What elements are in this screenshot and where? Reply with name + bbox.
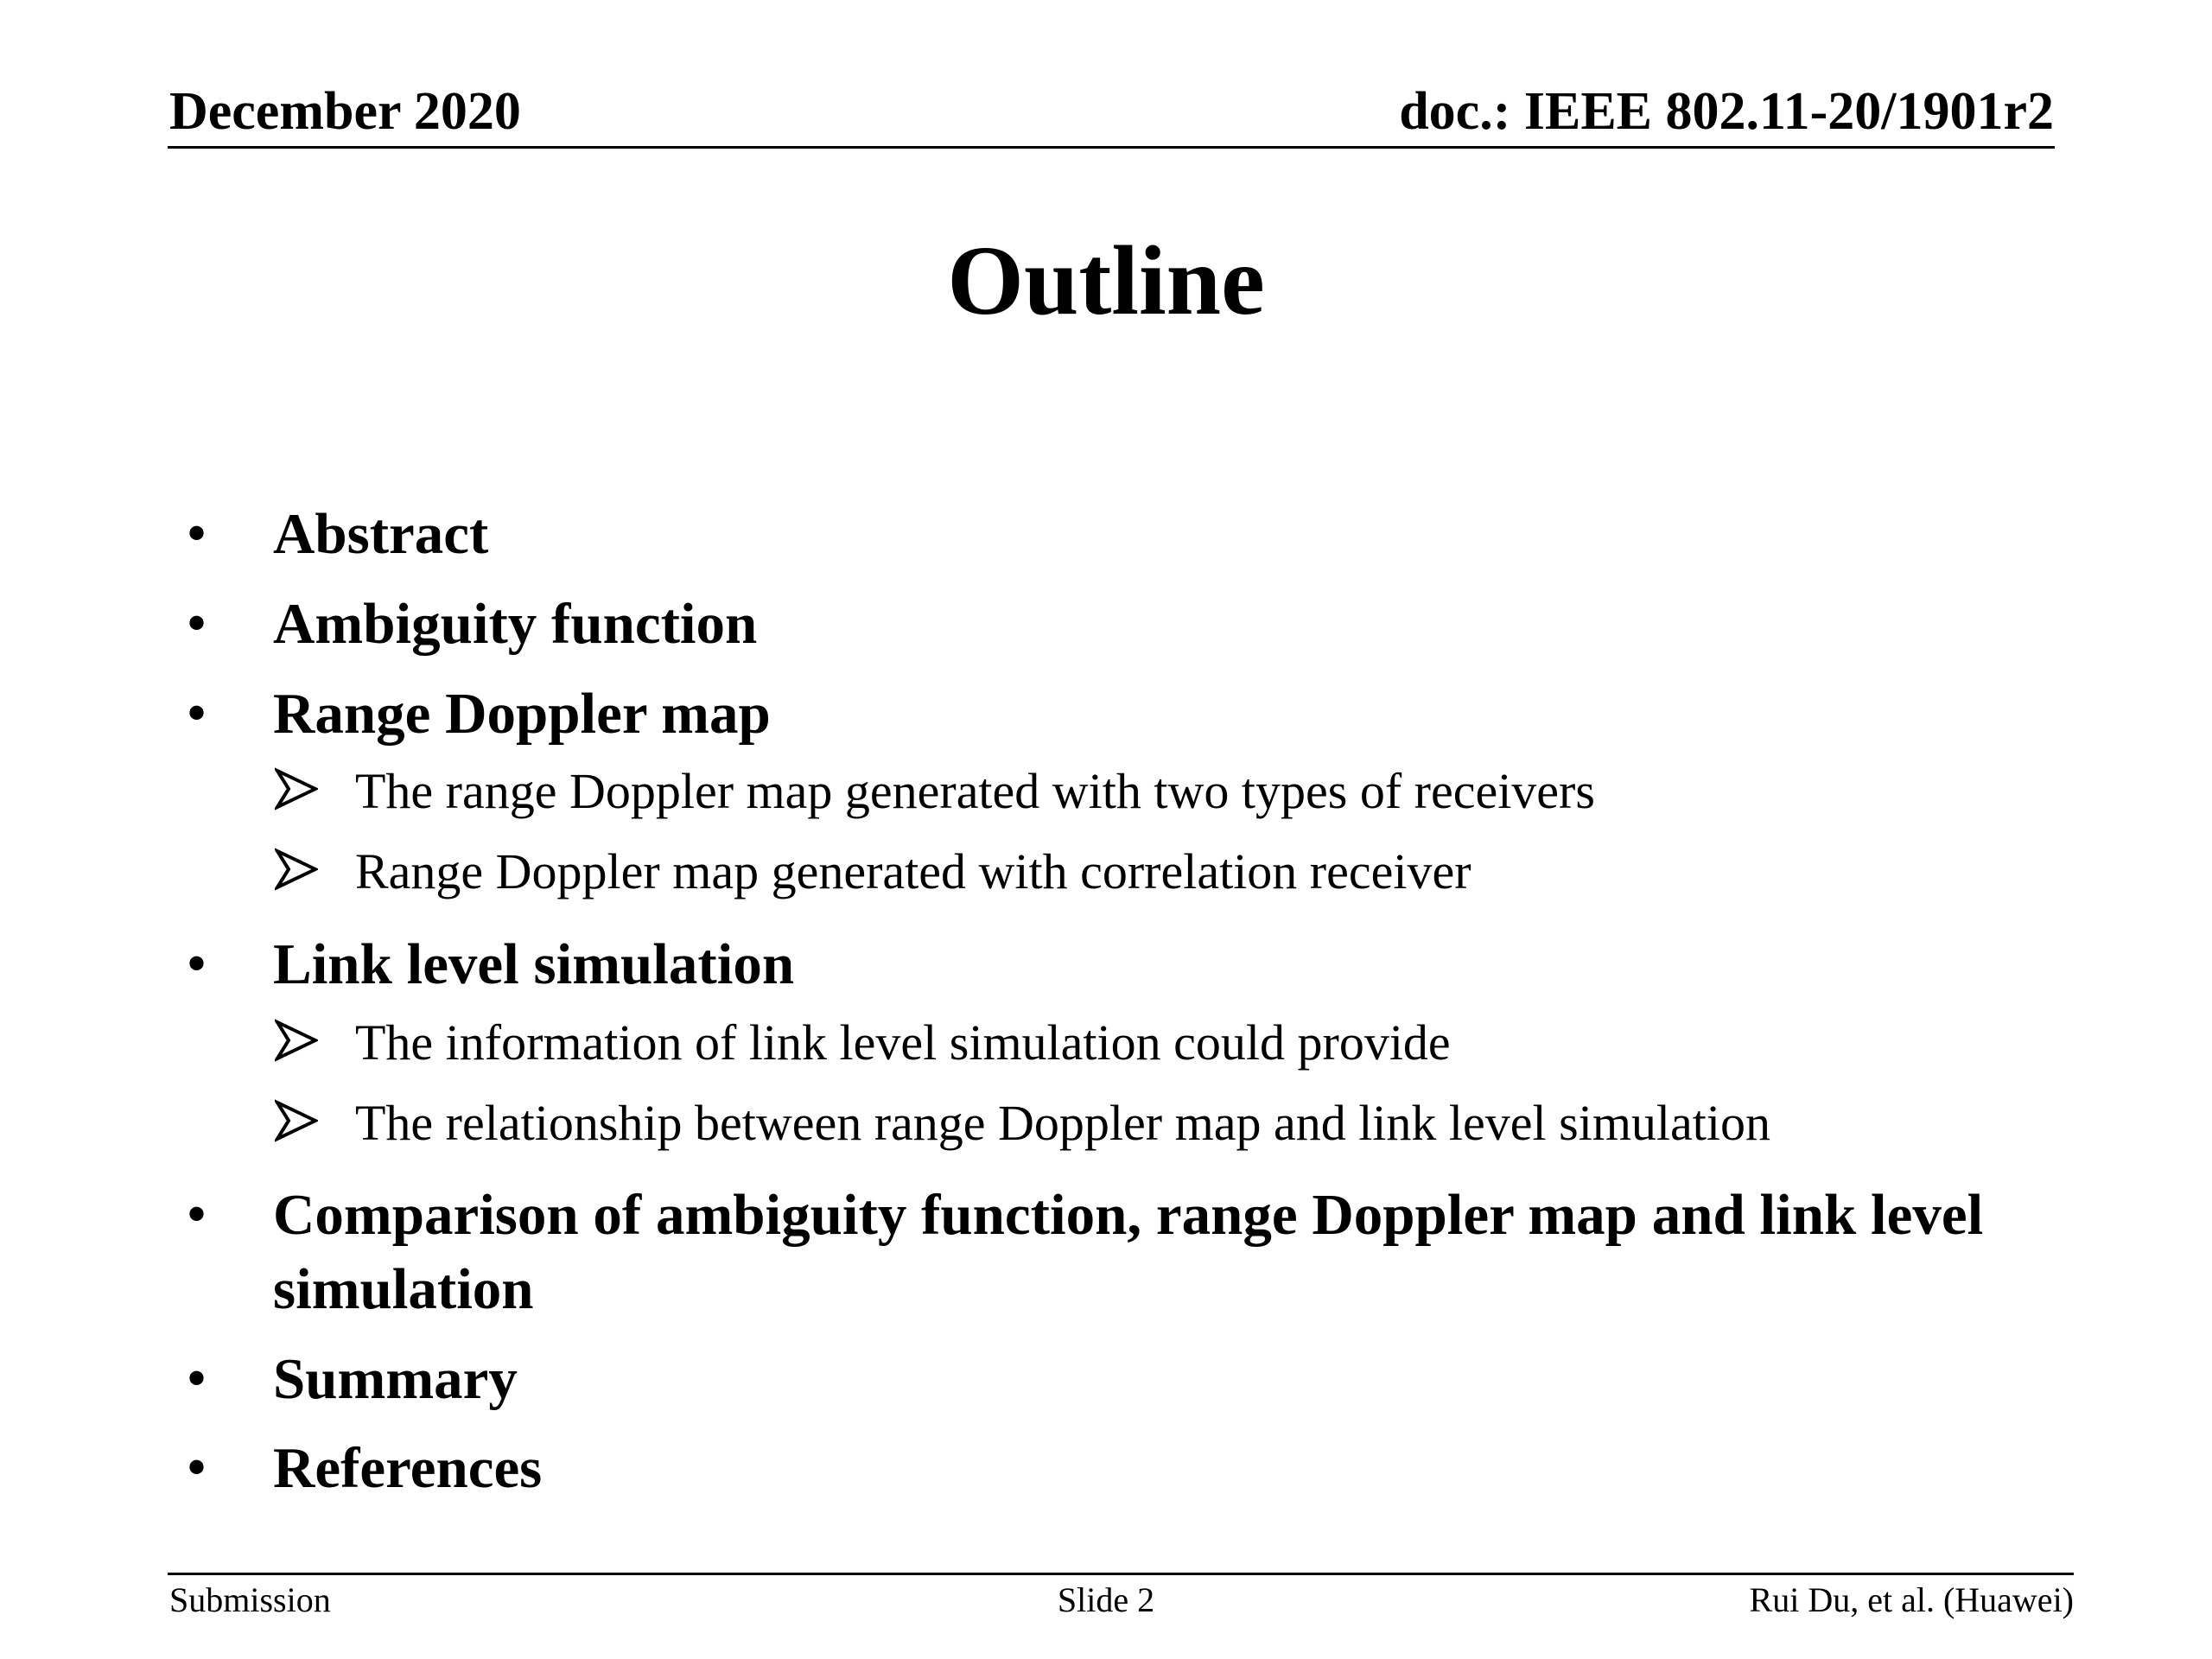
footer-slide-number: Slide 2 [1057,1580,1155,1619]
outline-item-label: Link level simulation [273,932,795,996]
outline-subitem-label: The relationship between range Doppler map and link level simulation [355,1095,1771,1151]
outline-item-label: References [273,1436,543,1500]
outline-item-label: Range Doppler map [273,682,771,746]
outline-item-label: Ambiguity function [273,592,758,656]
outline-subitem-label: The information of link level simulation could provide [355,1014,1451,1071]
bullet-dot: • [188,684,207,741]
outline-item-label: Abstract [273,502,489,566]
bullet-dot: • [188,1185,207,1243]
arrowhead-bullet-icon [275,1019,318,1062]
outline-item-label: Summary [273,1347,518,1411]
bullet-dot: • [188,505,207,562]
footer-submission: Submission [169,1580,331,1619]
header-doc-id: doc.: IEEE 802.11-20/1901r2 [1399,82,2054,141]
footer-author: Rui Du, et al. (Huawei) [1749,1580,2074,1619]
slide-title: Outline [947,226,1265,335]
bullet-dot: • [188,935,207,992]
outline-subitem-label: Range Doppler map generated with correlation receiver [355,843,1471,899]
arrowhead-bullet-icon [275,767,318,810]
bullet-dot: • [188,1439,207,1496]
header-date: December 2020 [169,82,521,141]
bullet-dot: • [188,1350,207,1407]
outline-item-label: Comparison of ambiguity function, range Doppler map and link level simulation [273,1183,1984,1321]
footer-divider [168,1573,2074,1575]
arrowhead-bullet-icon [275,1099,318,1142]
outline-subitem-label: The range Doppler map generated with two types of receivers [355,763,1595,819]
bullet-dot: • [188,594,207,652]
arrowhead-bullet-icon [275,848,318,891]
